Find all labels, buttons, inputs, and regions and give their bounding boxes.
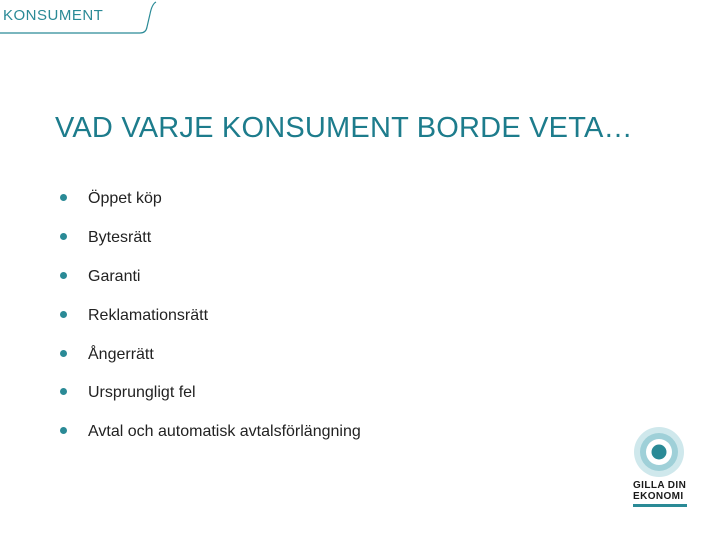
bullet-text: Öppet köp [88, 190, 162, 208]
logo-underline [633, 504, 687, 507]
bullet-icon [60, 350, 67, 357]
bullet-text: Bytesrätt [88, 229, 152, 247]
bullet-item [60, 219, 361, 258]
logo-text-line2: EKONOMI [633, 491, 684, 502]
bullet-icon [60, 388, 67, 395]
logo-text-line1: GILLA DIN [633, 480, 687, 491]
header-tab [0, 0, 160, 38]
target-circles-icon [630, 425, 692, 481]
slide-title: VAD VARJE KONSUMENT BORDE VETA… [55, 112, 633, 144]
bullet-item [60, 335, 361, 374]
gilla-din-ekonomi-logo [630, 425, 692, 511]
bullet-icon [60, 311, 67, 318]
bullet-icon [60, 233, 67, 240]
bullet-icon [60, 194, 67, 201]
bullet-item [60, 296, 361, 335]
bullet-icon [60, 272, 67, 279]
bullet-text: Avtal och automatisk avtalsförlängning [88, 423, 361, 441]
bullet-item [60, 258, 361, 297]
bullet-text: Garanti [88, 267, 141, 285]
bullet-text: Reklamationsrätt [88, 306, 209, 324]
section-label: KONSUMENT [3, 7, 104, 24]
bullet-item [60, 180, 361, 219]
bullet-item [60, 374, 361, 413]
bullet-item [60, 413, 361, 452]
bullet-icon [60, 427, 67, 434]
bullet-text: Ångerrätt [88, 345, 154, 363]
bullet-text: Ursprungligt fel [88, 384, 196, 402]
bullet-list [60, 180, 361, 452]
